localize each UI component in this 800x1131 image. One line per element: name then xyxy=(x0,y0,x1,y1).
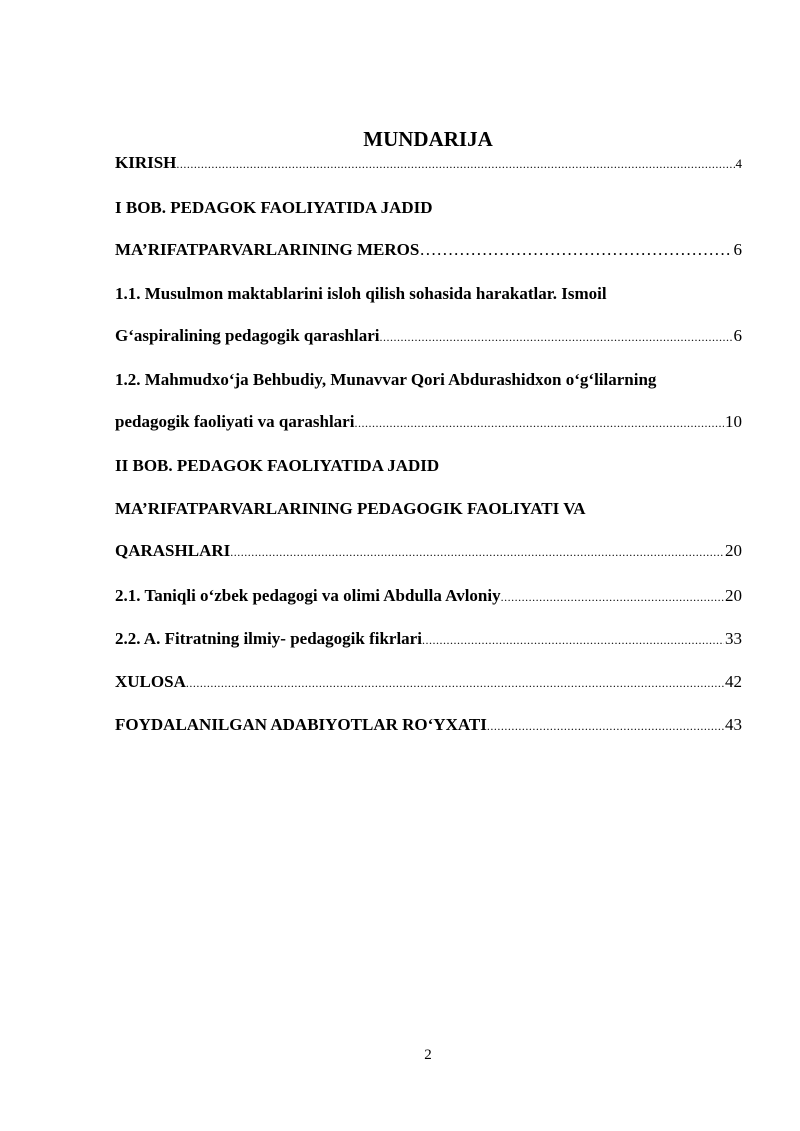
toc-title: MUNDARIJA xyxy=(363,127,493,151)
toc-entry-text: 2.1. Taniqli o‘zbek pedagogi va olimi Abdulla Avloniy xyxy=(115,586,501,605)
leader-dots xyxy=(230,545,724,560)
toc-entry-text: MA’RIFATPARVARLARINING MEROS xyxy=(115,240,420,259)
toc-entry-text: 2.2. A. Fitratning ilmiy- pedagogik fikrlari xyxy=(115,629,422,648)
toc-entry-kirish[interactable] xyxy=(115,153,742,177)
toc-entry-chapter-2[interactable] xyxy=(115,541,742,565)
toc-entry-chapter-2-line2[interactable]: MA’RIFATPARVARLARINING PEDAGOGIK FAOLIYATI VA xyxy=(115,499,586,518)
toc-entry-text: KIRISH xyxy=(115,153,177,172)
toc-entry-chapter-1-line1[interactable]: I BOB. PEDAGOK FAOLIYATIDA JADID xyxy=(115,198,433,217)
leader-dots xyxy=(354,416,724,431)
leader-dots xyxy=(380,330,733,345)
toc-entry-1-2[interactable] xyxy=(115,412,742,436)
toc-entry-2-1[interactable] xyxy=(115,586,742,610)
leader-dots xyxy=(487,719,724,734)
toc-entry-page: 20 xyxy=(725,541,742,560)
leader-dots xyxy=(419,240,732,260)
toc-entry-text: XULOSA xyxy=(115,672,186,691)
leader-dots xyxy=(422,633,724,648)
toc-entry-text: QARASHLARI xyxy=(115,541,231,560)
toc-entry-references[interactable] xyxy=(115,715,742,739)
toc-entry-1-1[interactable] xyxy=(115,326,742,350)
toc-entry-2-2[interactable] xyxy=(115,629,742,653)
leader-dots xyxy=(176,157,734,172)
toc-entry-text: FOYDALANILGAN ADABIYOTLAR RO‘YXATI xyxy=(115,715,487,734)
toc-entry-page: 6 xyxy=(733,326,742,345)
toc-entry-1-1-line1[interactable]: 1.1. Musulmon maktablarini isloh qilish sohasida harakatlar. Ismoil xyxy=(115,284,607,303)
toc-entry-1-2-line1[interactable]: 1.2. Mahmudxo‘ja Behbudiy, Munavvar Qori Abdurashidxon o‘g‘lilarning xyxy=(115,370,657,389)
toc-entry-page: 10 xyxy=(725,412,742,431)
leader-dots xyxy=(186,676,724,691)
toc-entry-page: 43 xyxy=(725,715,742,734)
toc-entry-page: 42 xyxy=(725,672,742,691)
toc-entry-page: 33 xyxy=(725,629,742,648)
toc-entry-chapter-2-line1[interactable]: II BOB. PEDAGOK FAOLIYATIDA JADID xyxy=(115,456,440,475)
toc-entry-chapter-1[interactable] xyxy=(115,240,742,264)
toc-entry-page: 6 xyxy=(733,240,742,259)
toc-entry-page: 20 xyxy=(725,586,742,605)
toc-entry-xulosa[interactable] xyxy=(115,672,742,696)
toc-entry-text: pedagogik faoliyati va qarashlari xyxy=(115,412,355,431)
toc-entry-page: 4 xyxy=(735,156,742,171)
footer-page-number: 2 xyxy=(424,1047,432,1063)
toc-entry-text: G‘aspiralining pedagogik qarashlari xyxy=(115,326,380,345)
leader-dots xyxy=(501,590,724,605)
